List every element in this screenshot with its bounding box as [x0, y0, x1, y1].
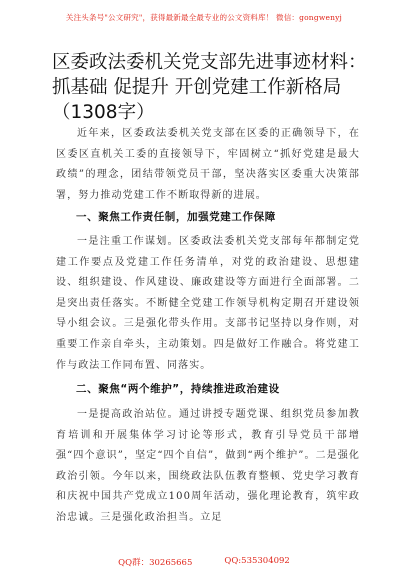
footer-contact [0, 556, 408, 568]
header-promo-note: 关注头条号"公文研究"，获得最新最全最专业的公文资料库！ 微信：gongwenyj [65, 13, 343, 22]
footer-qq-group: QQ群：30265665 [118, 558, 193, 568]
intro-paragraph: 近年来，区委政法委机关党支部在区委的正确领导下，在区委区直机关工委的直接领导下，牢固树立“抓好党建是最大政绩”的理念，团结带领党员干部，坚决落实区委重大决策部署，努力推动党建工作不断取得新的进展。 [56, 128, 360, 201]
section-1-paragraph: 一是注重工作谋划。区委政法委机关党支部每年都制定党建工作要点及党建工作任务清单，对党的政治建设、思想建设、组织建设、作风建设、廉政建设等方面进行全面部署。二是突出责任落实。不断健全党建工作领导机构定期召开建设领导小组会议。三是强化带头作用。支部书记坚持以身作则，对重要工作亲自牵头，主动策划。四是做好工作融合。将党建工作与政法工作同布置、同落实。 [56, 236, 360, 371]
footer-qq: QQ:535304092 [224, 556, 290, 566]
section-heading-2: 二、聚焦“两个维护”，持续推进政治建设 [76, 383, 280, 395]
document-title: 区委政法委机关党支部先进事迹材料：抓基础 促提升 开创党建工作新格局（1308字） [52, 52, 367, 123]
section-2-paragraph: 一是提高政治站位。通过讲授专题党课、组织党员参加教育培训和开展集体学习讨论等形式，教育引导党员干部增强“四个意识”，坚定“四个自信”，做到“两个维护”。二是强化政治引领。今年以来，围绕政法队伍教育整顿、党史学习教育和庆祝中国共产党成立100周年活动，强化理论教育，筑牢政治忠诚。三是强化政治担当。立足 [56, 409, 360, 523]
section-heading-1: 一、聚焦工作责任制，加强党建工作保障 [76, 211, 276, 223]
